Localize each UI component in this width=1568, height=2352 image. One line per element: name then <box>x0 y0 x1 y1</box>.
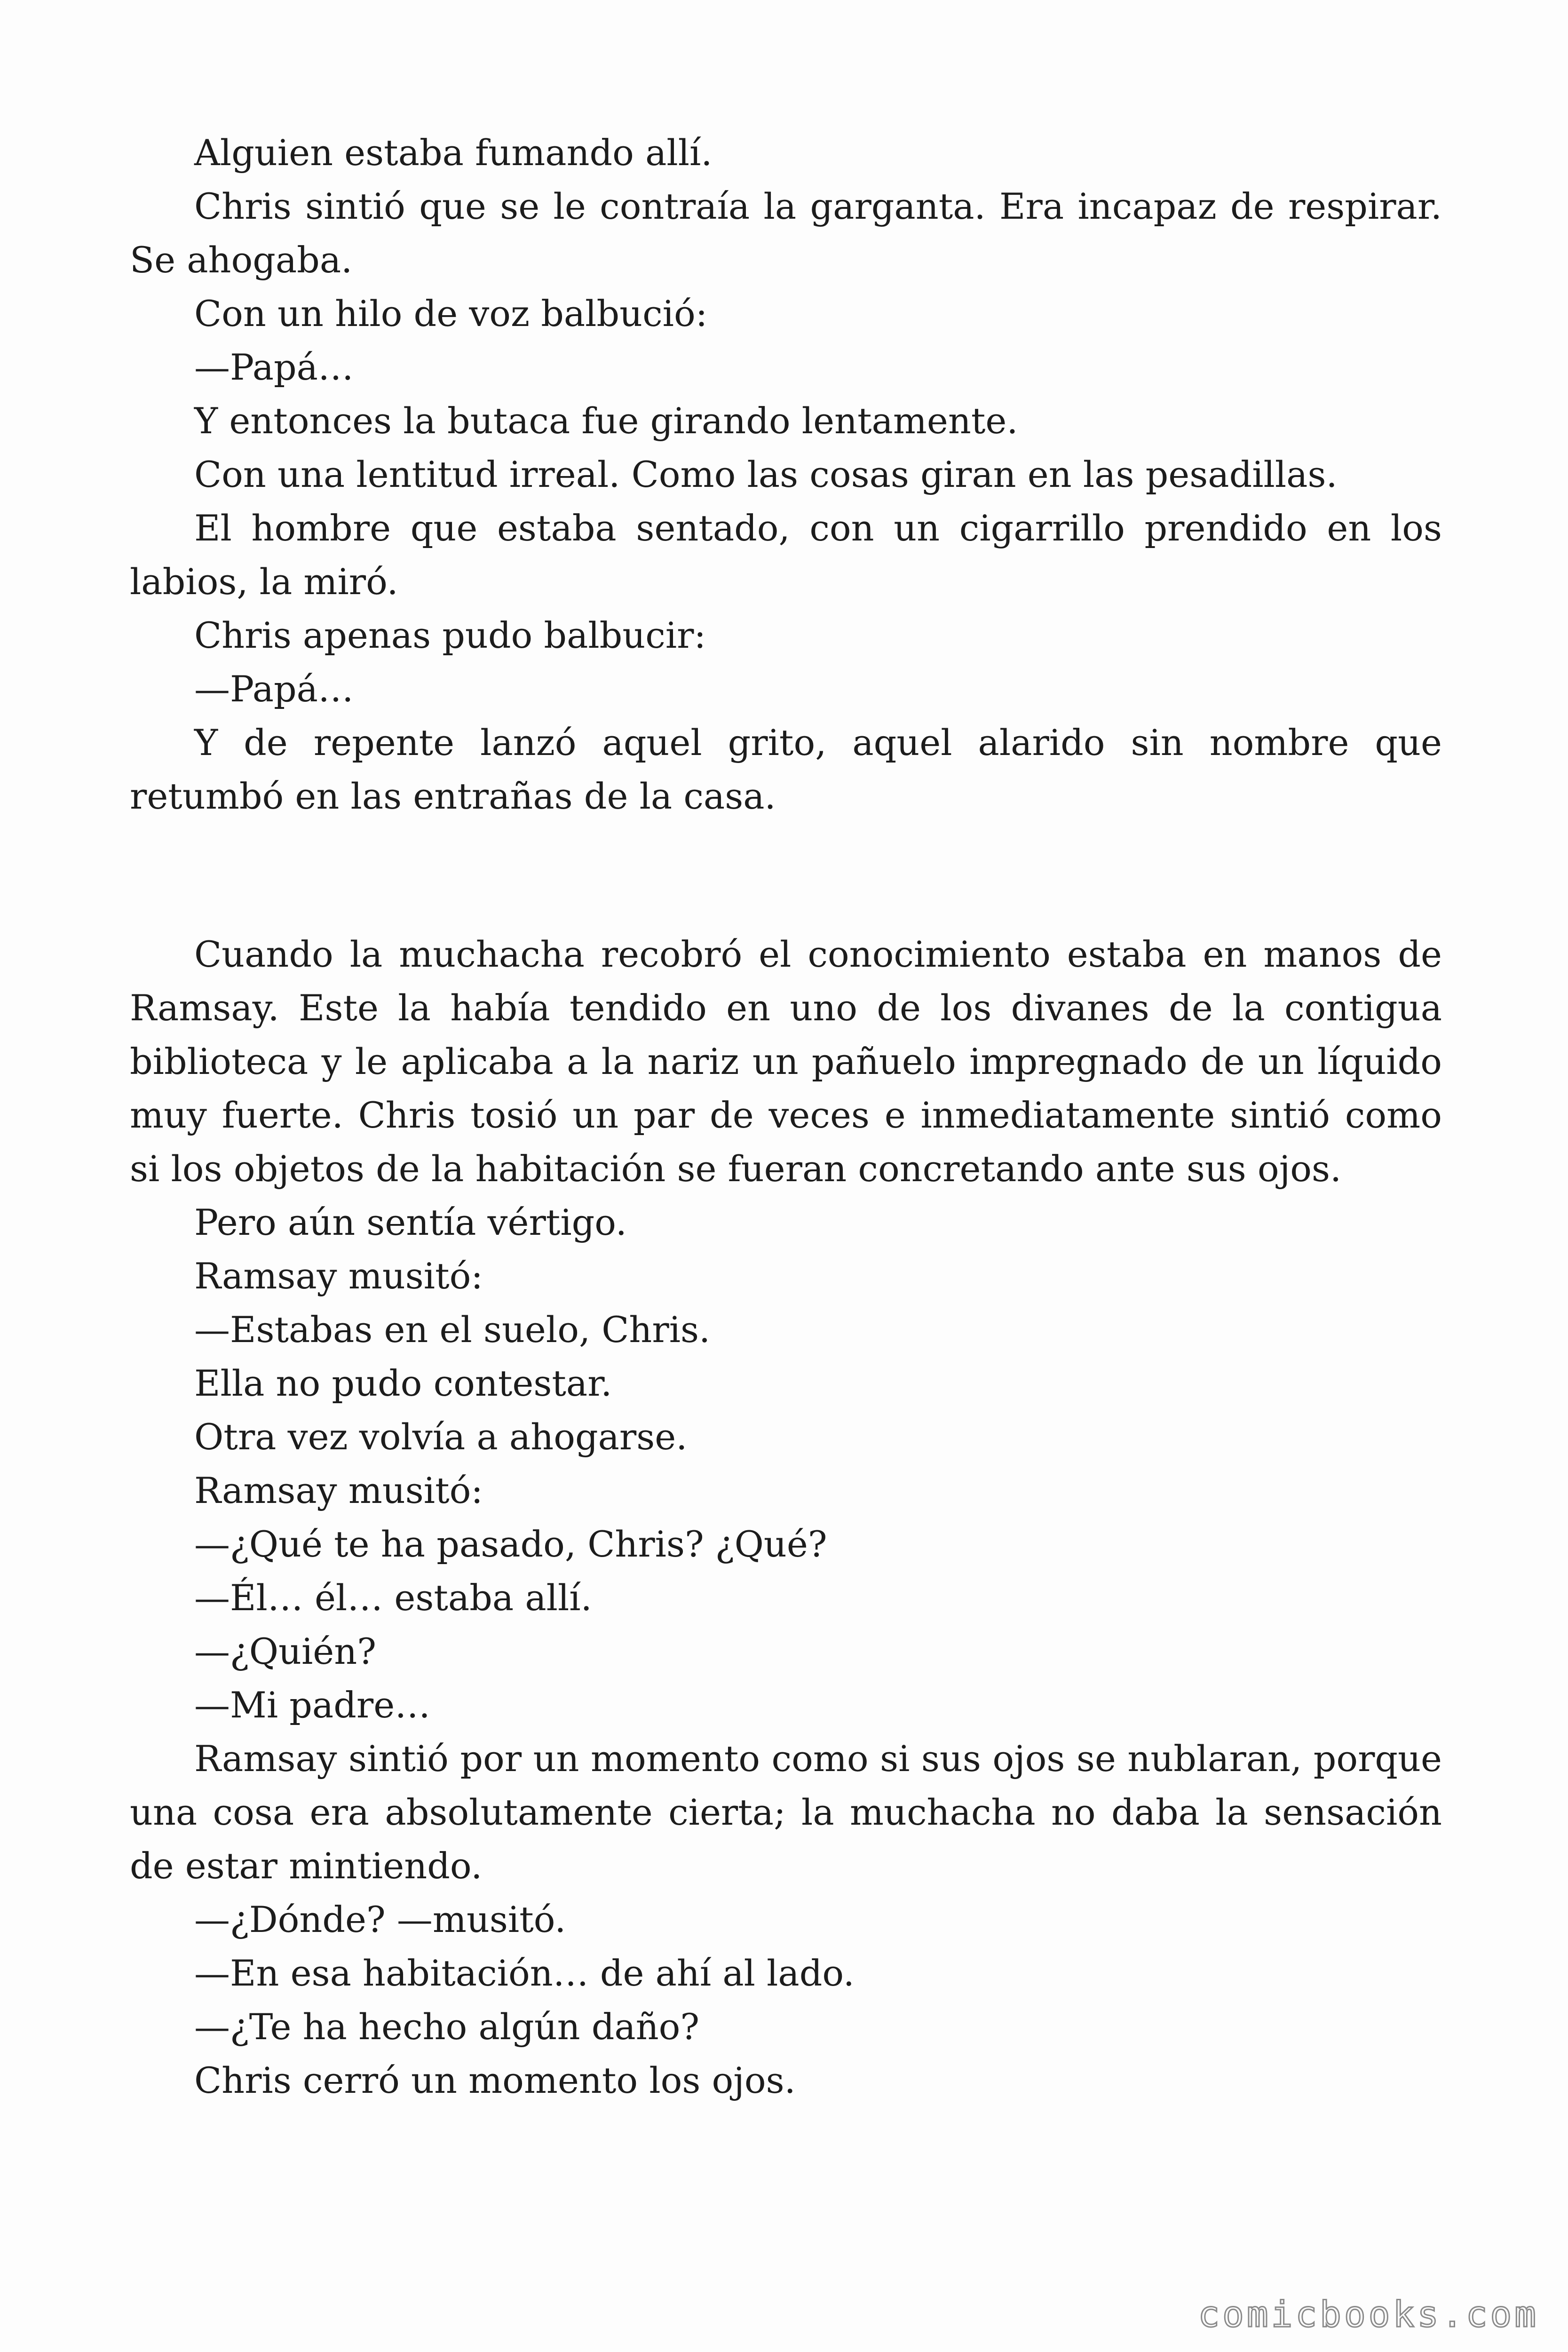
paragraph: Chris sintió que se le contraía la garganta. Era incapaz de respirar. Se ahogaba. <box>130 185 1442 281</box>
paragraph: Chris cerró un momento los ojos. <box>194 2059 796 2101</box>
paragraph: Con una lentitud irreal. Como las cosas giran en las pesadillas. <box>194 453 1338 495</box>
paragraph: El hombre que estaba sentado, con un cigarrillo prendido en los labios, la miró. <box>130 507 1442 603</box>
paragraph: Alguien estaba fumando allí. <box>194 132 713 174</box>
paragraph: —¿Quién? <box>194 1630 376 1672</box>
paragraph: —Papá… <box>194 346 354 388</box>
paragraph: Ramsay musitó: <box>194 1255 483 1297</box>
paragraph: Y de repente lanzó aquel grito, aquel alarido sin nombre que retumbó en las entrañas de la casa. <box>130 722 1442 817</box>
paragraph: Pero aún sentía vértigo. <box>194 1201 627 1243</box>
text-section-1 <box>130 126 1442 823</box>
paragraph: —¿Qué te ha pasado, Chris? ¿Qué? <box>194 1523 827 1565</box>
watermark: comicbooks.com <box>1198 2293 1539 2335</box>
paragraph: —¿Dónde? —musitó. <box>194 1899 566 1940</box>
paragraph: Ramsay sintió por un momento como si sus ojos se nublaran, porque una cosa era absolutamente cierta; la muchacha no daba la sensación de estar mintiendo. <box>130 1738 1442 1887</box>
paragraph: Y entonces la butaca fue girando lentamente. <box>194 400 1018 442</box>
paragraph: —En esa habitación… de ahí al lado. <box>194 1952 855 1994</box>
paragraph: —Él… él… estaba allí. <box>194 1577 592 1619</box>
text-section-2 <box>130 928 1442 2107</box>
paragraph: Chris apenas pudo balbucir: <box>194 614 706 656</box>
paragraph: Ella no pudo contestar. <box>194 1362 612 1404</box>
paragraph: —Estabas en el suelo, Chris. <box>194 1309 711 1351</box>
paragraph: —¿Te ha hecho algún daño? <box>194 2006 700 2048</box>
paragraph: Ramsay musitó: <box>194 1470 483 1511</box>
paragraph: —Mi padre… <box>194 1684 431 1726</box>
paragraph: Con un hilo de voz balbució: <box>194 293 708 334</box>
paragraph: Otra vez volvía a ahogarse. <box>194 1416 688 1458</box>
paragraph: Cuando la muchacha recobró el conocimiento estaba en manos de Ramsay. Este la había tendido en uno de los divanes de la contigua biblioteca y le aplicaba a la nariz un pañuelo impregnado de un líquido muy fuerte. Chris tosió un par de veces e inmediatamente sintió como si los objetos de la habitación se fueran concretando ante sus ojos. <box>130 933 1442 1190</box>
paragraph: —Papá… <box>194 668 354 710</box>
